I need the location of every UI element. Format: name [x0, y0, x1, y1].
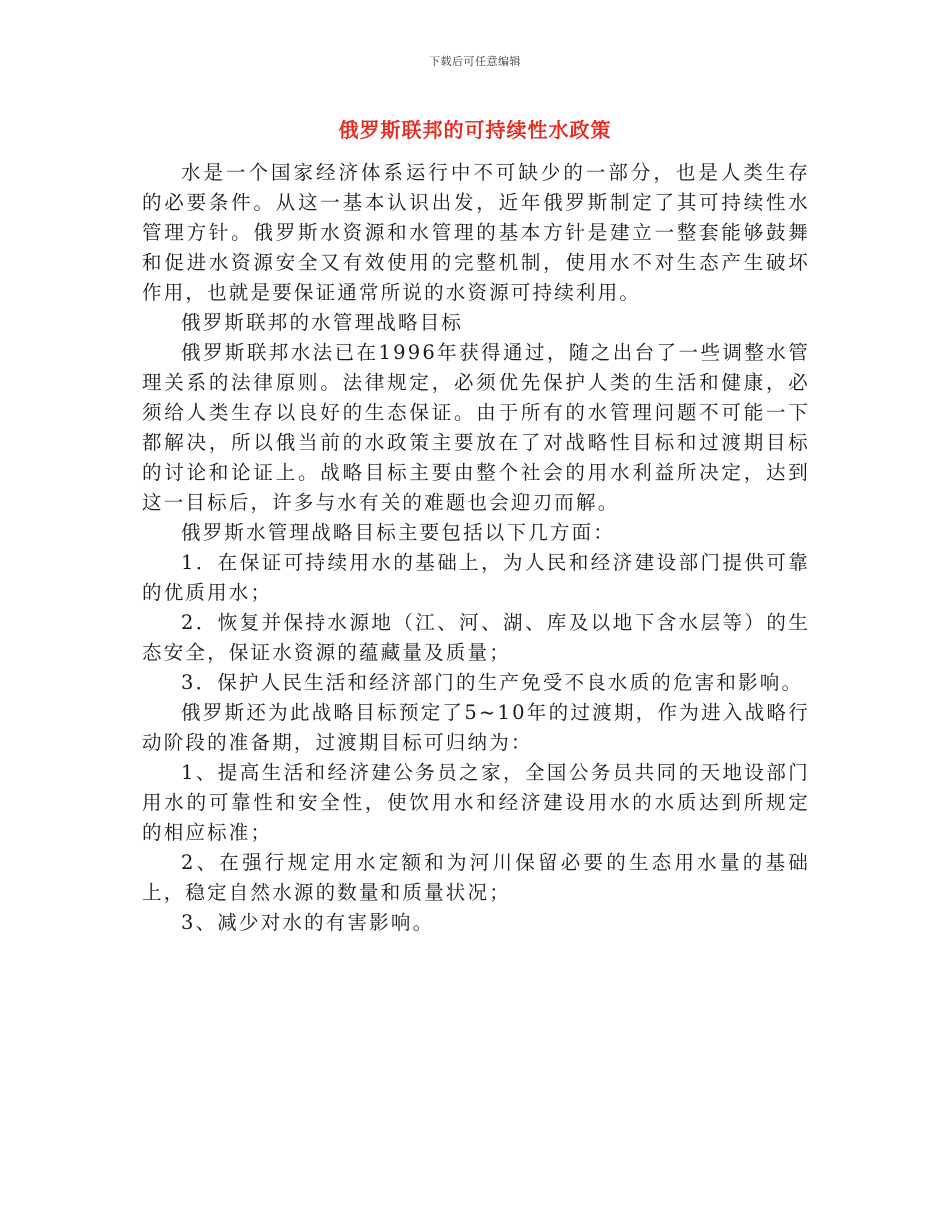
- paragraph-goals-intro: 俄罗斯水管理战略目标主要包括以下几方面：: [181, 521, 616, 544]
- list-item-strategic-2: 2．恢复并保持水源地（江、河、湖、库及以地下含水层等）的生态安全，保证水资源的蕴藏量及质量；: [142, 611, 810, 664]
- list-item-transition-3: 3、减少对水的有害影响。: [181, 911, 435, 934]
- list-item-transition-2: 2、在强行规定用水定额和为河川保留必要的生态用水量的基础上，稳定自然水源的数量和质量状况；: [142, 851, 810, 904]
- list-item-strategic-3: 3．保护人民生活和经济部门的生产免受不良水质的危害和影响。: [181, 671, 804, 694]
- header-note: 下载后可任意编辑: [429, 55, 521, 68]
- list-item-transition-1: 1、提高生活和经济建公务员之家，全国公务员共同的天地设部门用水的可靠性和安全性，使饮用水和经济建设用水的水质达到所规定的相应标准；: [142, 761, 810, 844]
- document-body: [142, 158, 810, 938]
- paragraph-water-law: 俄罗斯联邦水法已在1996年获得通过，随之出台了一些调整水管理关系的法律原则。法律规定，必须优先保护人类的生活和健康，必须给人类生存以良好的生态保证。由于所有的水管理问题不可能一下都解决，所以俄当前的水政策主要放在了对战略性目标和过渡期目标的讨论和论证上。战略目标主要由整个社会的用水利益所决定，达到这一目标后，许多与水有关的难题也会迎刃而解。: [142, 341, 810, 514]
- document-title: 俄罗斯联邦的可持续性水政策: [338, 118, 612, 142]
- list-item-strategic-1: 1．在保证可持续用水的基础上，为人民和经济建设部门提供可靠的优质用水；: [142, 551, 810, 604]
- paragraph-transition-period: 俄罗斯还为此战略目标预定了5~10年的过渡期，作为进入战略行动阶段的准备期，过渡期目标可归纳为：: [142, 701, 810, 754]
- paragraph-intro: 水是一个国家经济体系运行中不可缺少的一部分，也是人类生存的必要条件。从这一基本认识出发，近年俄罗斯制定了其可持续性水管理方针。俄罗斯水资源和水管理的基本方针是建立一整套能够鼓舞和促进水资源安全又有效使用的完整机制，使用水不对生态产生破坏作用，也就是要保证通常所说的水资源可持续利用。: [142, 161, 810, 304]
- section-heading-strategic-goals: 俄罗斯联邦的水管理战略目标: [181, 311, 464, 334]
